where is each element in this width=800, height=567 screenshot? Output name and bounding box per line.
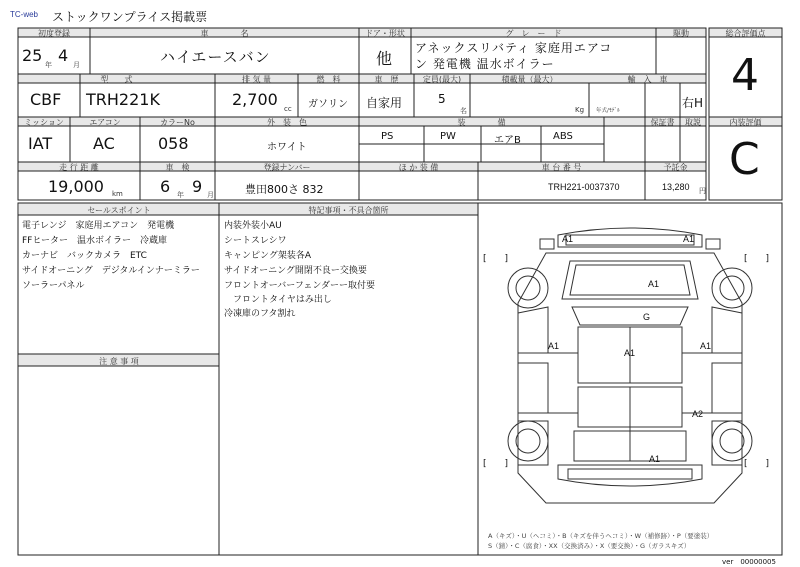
damage-rear: A1 [649,454,661,464]
model-prefix: CBF [30,90,62,109]
chassis-number: TRH221-0037370 [548,182,620,192]
displacement-unit: cc [284,105,292,113]
model-year-label: 年式/ﾓﾃﾞﾙ [596,108,620,114]
label-door: ドア・形状 [365,29,405,38]
inspection-month: 9 [192,177,203,196]
legend-line1: A（キズ）・U（ヘコミ）・B（キズを伴うヘコミ）・W（補修跡）・P（要塗装） [488,532,714,540]
label-inspection: 車 検 [165,163,190,172]
first-reg-year: 25 [22,46,43,65]
bracket-left-bottom: [ ] [483,459,509,469]
equip-pw: PW [440,131,456,142]
capacity-value: 5 [438,92,446,106]
special-note: 冷凍庫のフタ割れ [224,309,296,319]
mission-value: IAT [28,134,53,153]
label-sales-points: セールスポイント [87,206,151,215]
steering: 右H [682,96,704,110]
label-import: 輸 入 車 [627,75,668,84]
load-unit: Kg [575,106,585,114]
label-other-equip: ほ か 装 備 [398,163,439,172]
label-history: 車 歴 [374,75,399,84]
aircon-value: AC [93,134,115,153]
first-reg-year-unit: 年 [45,61,52,69]
label-deposit: 予託金 [663,163,688,172]
page-title: ストックワンプライス掲載票 [52,10,208,24]
deposit-value: 13,280 [662,182,690,192]
equip-abs: ABS [553,131,573,142]
label-cautions: 注 意 事 項 [99,357,139,366]
label-aircon: エアコン [89,118,121,127]
logo: TC-web [10,10,39,19]
car-name: ハイエースバン [160,48,271,66]
damage-right-rear: A2 [692,409,704,419]
label-first-reg: 初度登録 [38,29,70,38]
door-type: 他 [376,49,393,68]
label-mileage: 走 行 距 離 [59,163,99,172]
label-chassis-no: 車 台 番 号 [541,163,582,172]
special-note: フロントタイヤはみ出し [224,295,332,305]
damage-left-side: A1 [548,341,560,351]
damage-front-left: A1 [562,234,574,244]
sales-point: ソーラーパネル [22,281,85,291]
first-reg-month: 4 [58,46,69,65]
plate-number: 豊田800さ 832 [245,183,324,196]
overall-score: 4 [731,50,759,101]
label-manual: 取説 [685,118,701,127]
equip-ps: PS [381,131,394,142]
mileage-value: 19,000 [48,177,104,196]
special-note: サイドオーニング開閉不良ー交換要 [224,266,367,276]
inspection-year-unit: 年 [177,191,184,199]
label-exterior-color: 外 装 色 [267,118,307,127]
car-damage-diagram [478,203,782,555]
grade-line1: アネックスリバティ 家庭用エアコ [415,41,613,55]
label-displacement: 排 気 量 [241,75,272,84]
damage-center: A1 [624,348,636,358]
deposit-unit: 円 [699,187,706,195]
label-overall: 総合評価点 [725,29,766,38]
displacement: 2,700 [232,90,278,109]
label-car-name: 車 名 [200,29,249,38]
special-note: フロントオーバーフェンダーー取付要 [224,281,376,291]
first-reg-month-unit: 月 [73,61,80,69]
label-color-no: カラーNo [160,118,195,127]
inspection-year: 6 [160,177,171,196]
damage-roof: G [643,312,651,322]
damage-right-side: A1 [700,341,712,351]
sales-point: サイドオーニング デジタルインナーミラー [22,266,200,276]
sales-point: カーナビ バックカメラ ETC [22,251,147,261]
bracket-right-bottom: [ ] [744,459,770,469]
exterior-color: ホワイト [267,142,307,153]
label-fuel: 燃 料 [316,75,341,84]
sales-point: FFヒーター 温水ボイラー 冷蔵庫 [22,236,167,246]
label-special-notes: 特記事項・不具合箇所 [308,206,389,215]
capacity-unit: 名 [460,107,467,115]
label-load: 積載量（最大） [501,75,558,84]
bracket-right-top: [ ] [744,254,770,264]
label-equip: 装 備 [457,118,506,127]
equip-airbag: エアB [494,135,521,146]
label-warranty: 保証書 [650,118,675,127]
model-code: TRH221K [86,90,160,109]
label-model: 型 式 [100,75,133,84]
label-plate: 登録ナンバー [263,163,311,172]
damage-front-right: A1 [683,234,695,244]
sales-point: 電子レンジ 家庭用エアコン 発電機 [22,221,175,231]
mileage-unit: km [112,190,123,198]
bracket-left-top: [ ] [483,254,509,264]
version: ver 00000005 [722,558,776,566]
history-value: 自家用 [366,96,403,110]
interior-score: C [729,134,760,185]
label-grade: グ レ ー ド [505,29,562,38]
damage-hood: A1 [648,279,660,289]
label-mission: ミッション [24,118,64,127]
inspection-month-unit: 月 [207,191,214,199]
label-interior: 内装評価 [729,118,762,127]
label-capacity: 定員(最大) [422,75,462,84]
grade-line2: ン 発電機 温水ボイラー [415,57,555,71]
special-note: キャンピング架装各A [224,251,311,261]
special-note: シートスレシワ [224,236,287,246]
legend-line2: S（錆）・C（腐食）・XX（交換済み）・X（要交換）・G（ガラスキズ） [488,542,691,550]
color-no: 058 [158,134,189,153]
special-note: 内装外装小AU [224,221,282,231]
fuel-value: ガソリン [308,99,348,110]
label-drive: 駆動 [673,29,689,38]
